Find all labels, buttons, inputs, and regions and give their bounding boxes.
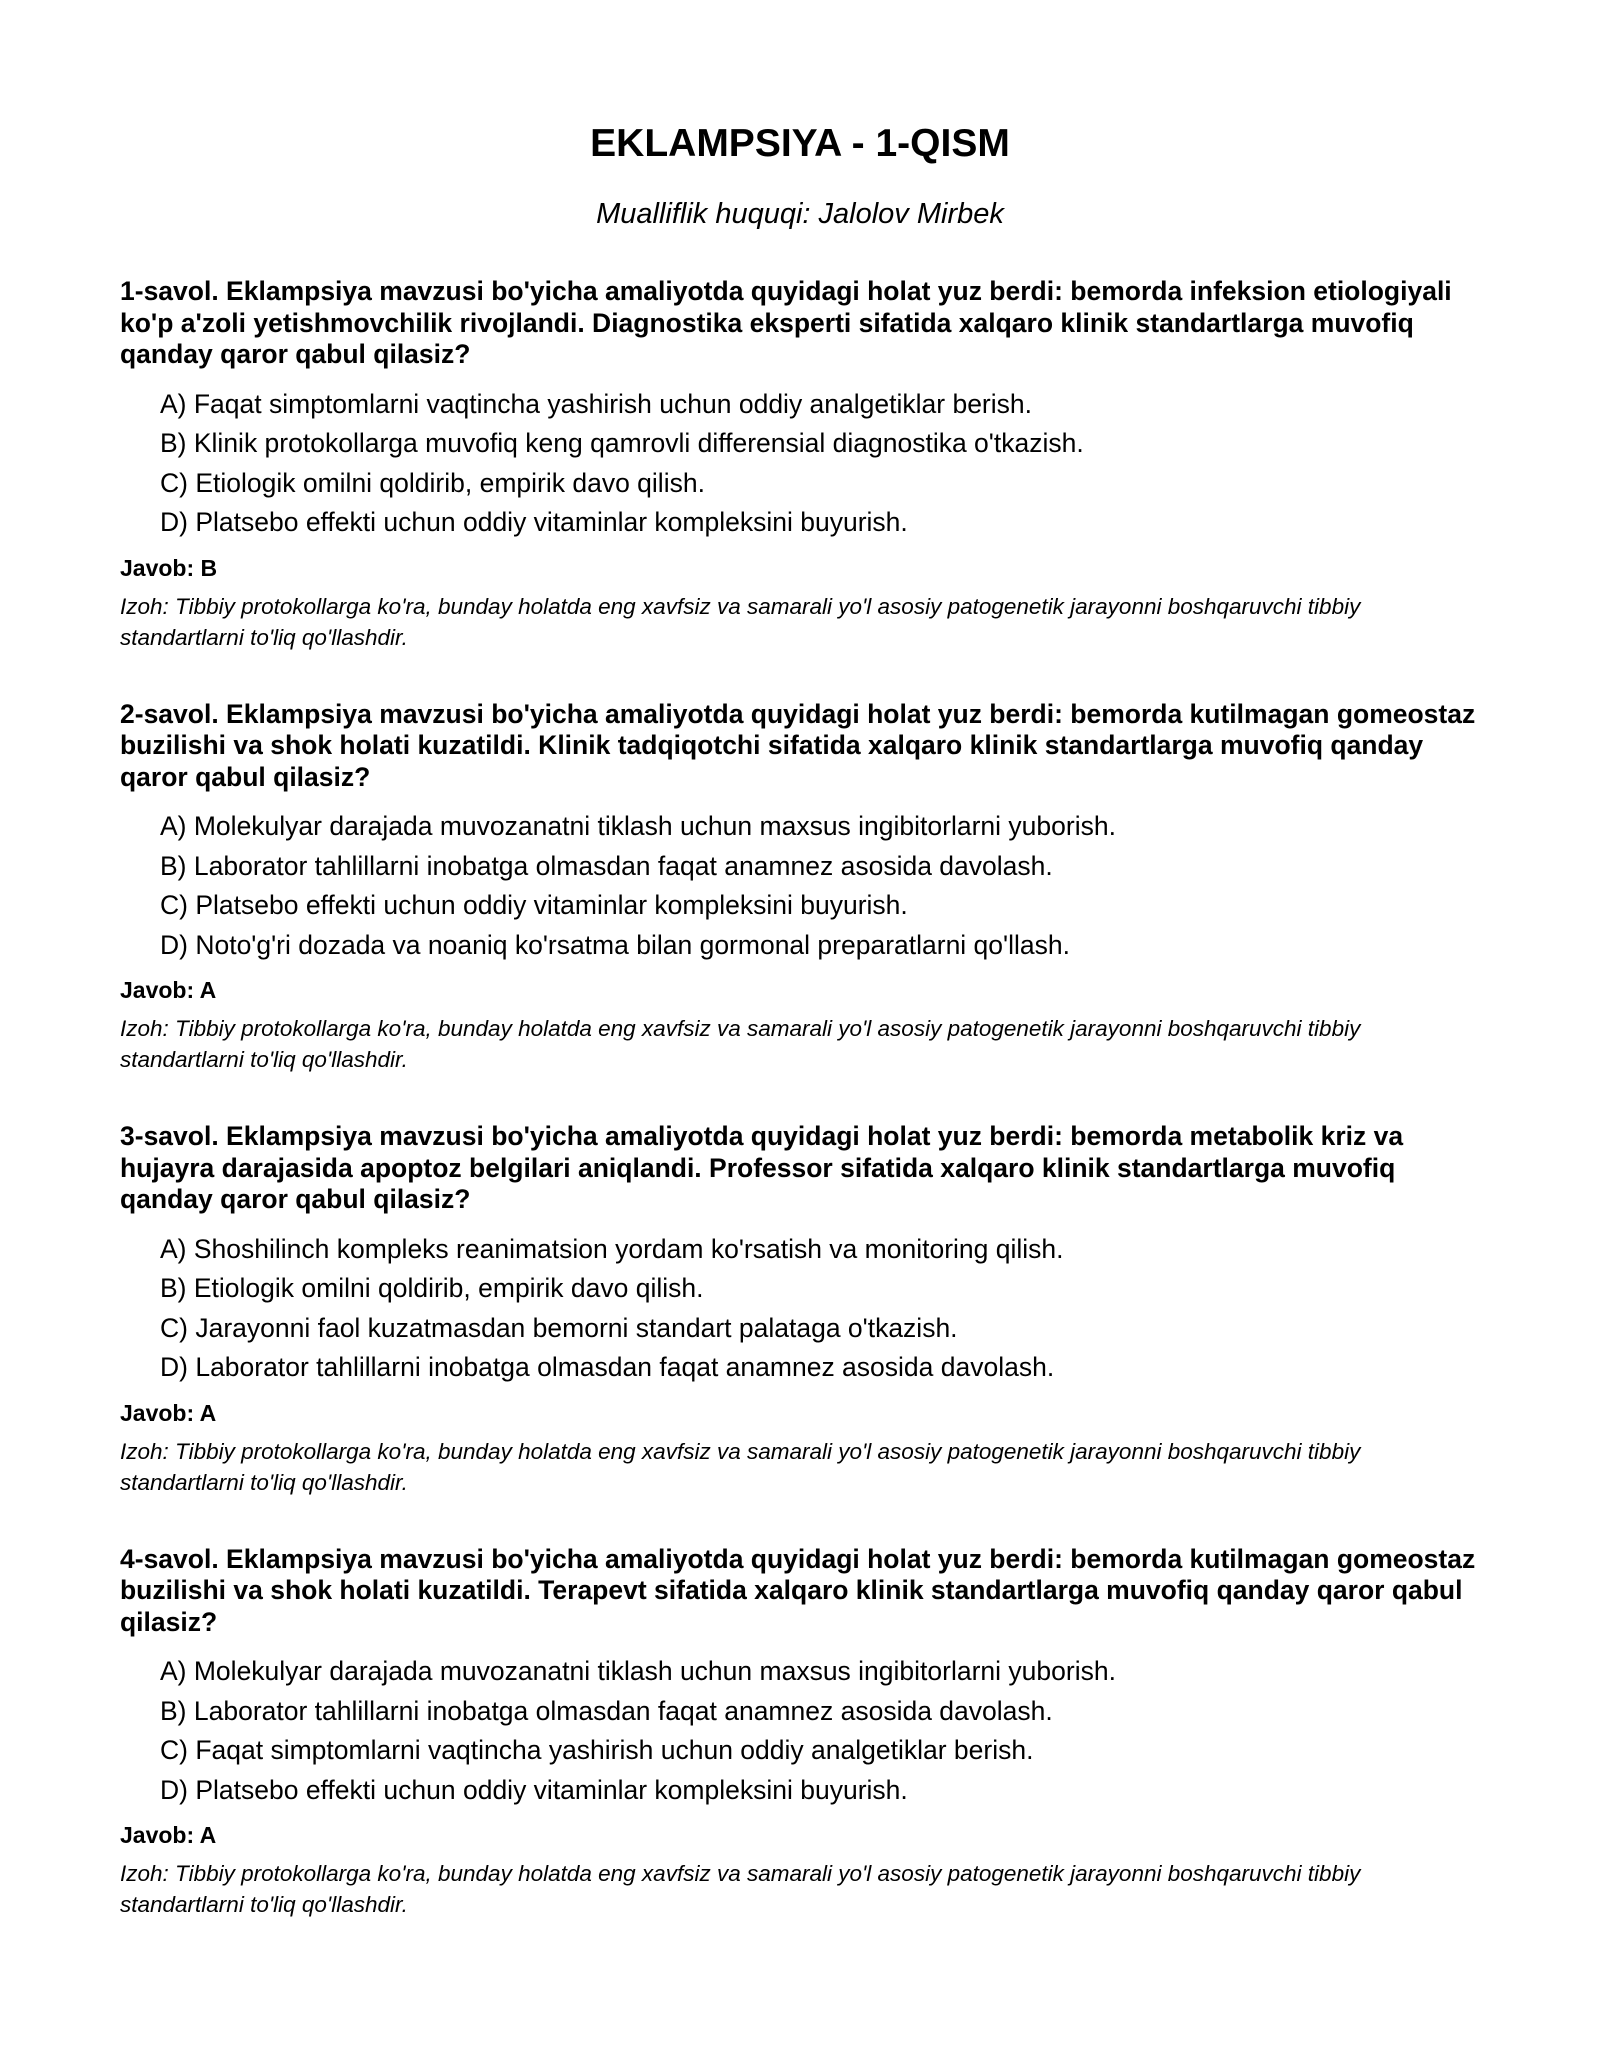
explanation-text: Izoh: Tibbiy protokollarga ko'ra, bunday holatda eng xavfsiz va samarali yo'l asosiy patogenetik jarayonni boshqaruvchi tibbiy standartlarni to'liq qo'llashdir.: [120, 1016, 1361, 1072]
question-block: [120, 1544, 1480, 1921]
option-c: C) Platsebo effekti uchun oddiy vitaminlar kompleksini buyurish.: [160, 890, 908, 920]
option-a: A) Molekulyar darajada muvozanatni tiklash uchun maxsus ingibitorlarni yuborish.: [160, 811, 1116, 841]
explanation-text: Izoh: Tibbiy protokollarga ko'ra, bunday holatda eng xavfsiz va samarali yo'l asosiy patogenetik jarayonni boshqaruvchi tibbiy standartlarni to'liq qo'llashdir.: [120, 593, 1361, 650]
option-b: B) Laborator tahlillarni inobatga olmasdan faqat anamnez asosida davolash.: [160, 1695, 1053, 1726]
question-text: 3-savol. Eklampsiya mavzusi bo'yicha amaliyotda quyidagi holat yuz berdi: bemorda metabolik kriz va hujayra darajasida apoptoz belgilari aniqlandi. Professor sifatida xalqaro klinik standartlarga muvofiq qanday qaror qabul qilasiz?: [120, 1121, 1404, 1214]
option-c: C) Jarayonni faol kuzatmasdan bemorni standart palataga o'tkazish.: [160, 1312, 958, 1343]
answer-label: Javob: A: [120, 1399, 217, 1426]
question-block: [120, 276, 1480, 653]
option-list: [120, 1652, 1480, 1810]
option-b: B) Laborator tahlillarni inobatga olmasdan faqat anamnez asosida davolash.: [160, 850, 1053, 881]
option-c: C) Etiologik omilni qoldirib, empirik davo qilish.: [160, 467, 705, 498]
option-d: D) Platsebo effekti uchun oddiy vitaminlar kompleksini buyurish.: [160, 507, 908, 537]
option-list: [120, 807, 1480, 965]
question-text: 2-savol. Eklampsiya mavzusi bo'yicha amaliyotda quyidagi holat yuz berdi: bemorda kutilmagan gomeostaz buzilishi va shok holati kuzatildi. Klinik tadqiqotchi sifatida xalqaro klinik standartlarga muvofiq qanday qaror qabul qilasiz?: [120, 698, 1476, 792]
explanation-text: Izoh: Tibbiy protokollarga ko'ra, bunday holatda eng xavfsiz va samarali yo'l asosiy patogenetik jarayonni boshqaruvchi tibbiy standartlarni to'liq qo'llashdir.: [120, 1861, 1361, 1917]
option-a: A) Molekulyar darajada muvozanatni tiklash uchun maxsus ingibitorlarni yuborish.: [160, 1656, 1116, 1686]
answer-label: Javob: A: [120, 1822, 217, 1848]
document-title: EKLAMPSIYA - 1-QISM: [590, 122, 1010, 165]
option-b: B) Klinik protokollarga muvofiq keng qamrovli differensial diagnostika o'tkazish.: [160, 428, 1084, 458]
option-d: D) Platsebo effekti uchun oddiy vitaminlar kompleksini buyurish.: [160, 1774, 908, 1805]
question-block: [120, 1121, 1480, 1498]
question-text: 1-savol. Eklampsiya mavzusi bo'yicha amaliyotda quyidagi holat yuz berdi: bemorda infeksion etiologiyali ko'p a'zoli yetishmovchilik rivojlandi. Diagnostika eksperti sifatida xalqaro klinik standartlarga muvofiq qanday qaror qabul qilasiz?: [120, 276, 1452, 369]
option-d: D) Noto'g'ri dozada va noaniq ko'rsatma bilan gormonal preparatlarni qo'llash.: [160, 929, 1070, 960]
option-list: [120, 1230, 1480, 1388]
document-page: [120, 120, 1480, 1966]
answer-label: Javob: A: [120, 977, 217, 1003]
question-list: [120, 276, 1480, 1920]
explanation-text: Izoh: Tibbiy protokollarga ko'ra, bunday holatda eng xavfsiz va samarali yo'l asosiy patogenetik jarayonni boshqaruvchi tibbiy standartlarni to'liq qo'llashdir.: [120, 1438, 1361, 1495]
option-a: A) Shoshilinch kompleks reanimatsion yordam ko'rsatish va monitoring qilish.: [160, 1233, 1064, 1264]
option-list: [120, 385, 1480, 543]
question-text: 4-savol. Eklampsiya mavzusi bo'yicha amaliyotda quyidagi holat yuz berdi: bemorda kutilmagan gomeostaz buzilishi va shok holati kuzatildi. Terapevt sifatida xalqaro klinik standartlarga muvofiq qanday qaror qabul qilasiz?: [120, 1543, 1476, 1637]
answer-label: Javob: B: [120, 554, 218, 581]
option-a: A) Faqat simptomlarni vaqtincha yashirish uchun oddiy analgetiklar berish.: [160, 388, 1032, 419]
option-c: C) Faqat simptomlarni vaqtincha yashirish uchun oddiy analgetiklar berish.: [160, 1735, 1034, 1765]
option-d: D) Laborator tahlillarni inobatga olmasdan faqat anamnez asosida davolash.: [160, 1352, 1055, 1382]
option-b: B) Etiologik omilni qoldirib, empirik davo qilish.: [160, 1273, 704, 1303]
question-block: [120, 699, 1480, 1076]
document-author: Mualliflik huquqi: Jalolov Mirbek: [596, 198, 1004, 230]
